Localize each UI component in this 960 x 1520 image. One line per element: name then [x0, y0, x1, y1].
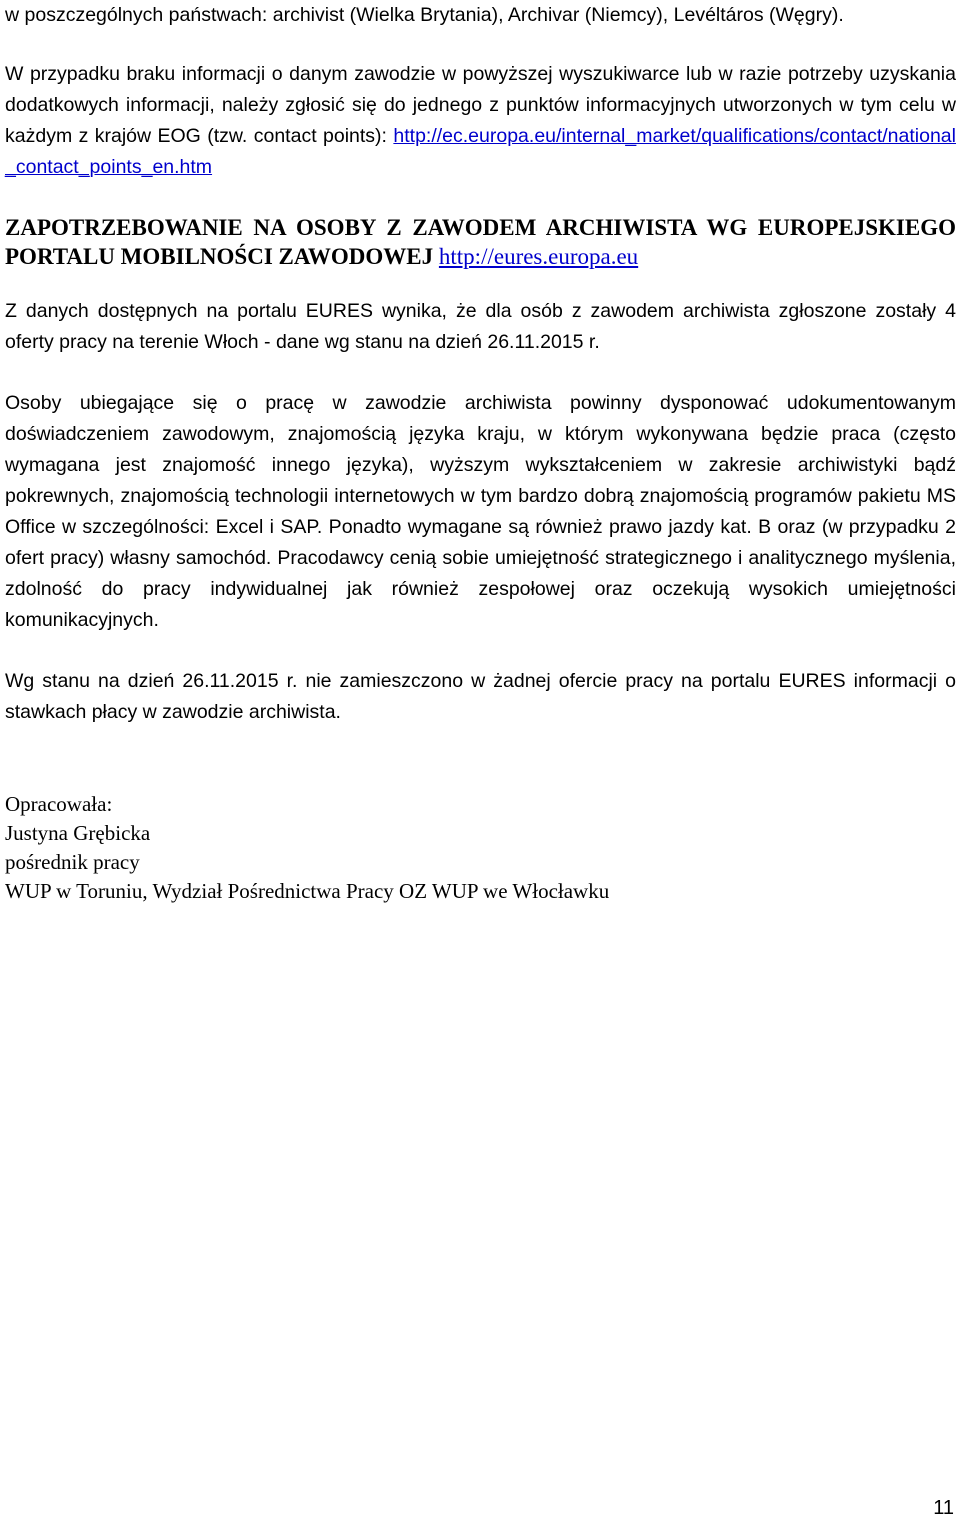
author-organization: WUP w Toruniu, Wydział Pośrednictwa Pracy OZ WUP we Włocławku — [5, 879, 610, 903]
offers-count-text: Z danych dostępnych na portalu EURES wynika, że dla osób z zawodem archiwista zgłoszone zostały 4 oferty pracy na terenie Włoch - dane wg stanu na dzień 26.11.2015 r. — [5, 300, 956, 353]
eures-link[interactable]: http://eures.europa.eu — [438, 244, 639, 269]
intro-text: w poszczególnych państwach: archivist (Wielka Brytania), Archivar (Niemcy), Levéltáros (Węgry). — [5, 4, 844, 26]
page-number: 11 — [933, 1497, 954, 1519]
author-name: Justyna Grębicka — [5, 821, 151, 845]
intro-paragraph — [5, 0, 956, 31]
document-page — [5, 0, 956, 906]
offers-count-paragraph — [5, 296, 956, 358]
section-heading — [5, 213, 956, 271]
author-block — [5, 790, 956, 906]
requirements-text: Osoby ubiegające się o pracę w zawodzie archiwista powinny dysponować udokumentowanym doświadczeniem zawodowym, znajomością języka kraju, w którym wykonywana będzie praca (często wymagana jest znajomość innego języka), wyższym wykształceniem w zakresie archiwistyki bądź pokrewnych, znajomością technologii internetowych w tym bardzo dobrą znajomością programów pakietu MS Office w szczególności: Excel i SAP. Ponadto wymagane są również prawo jazdy kat. B oraz (w przypadku 2 ofert pracy) własny samochód. Pracodawcy cenią sobie umiejętność strategicznego i analitycznego myślenia, zdolność do pracy indywidualnej jak również zespołowej oraz oczekują wysokich umiejętności komunikacyjnych. — [5, 392, 956, 631]
contact-points-paragraph — [5, 59, 956, 183]
contact-points-link[interactable]: http://ec.europa.eu/internal_market/qualifications/contact/national_contact_points_en.htm — [5, 125, 956, 178]
salary-info-text: Wg stanu na dzień 26.11.2015 r. nie zamieszczono w żadnej ofercie pracy na portalu EURES informacji o stawkach płacy w zawodzie archiwista. — [5, 670, 956, 723]
contact-points-text: W przypadku braku informacji o danym zawodzie w powyższej wyszukiwarce lub w razie potrzeby uzyskania dodatkowych informacji, należy zgłosić się do jednego z punktów informacyjnych utworzonych w tym celu w każdym z krajów EOG (tzw. contact points): — [5, 63, 956, 147]
author-label: Opracowała: — [5, 792, 113, 816]
requirements-paragraph — [5, 388, 956, 636]
salary-info-paragraph — [5, 666, 956, 728]
section-heading-text: ZAPOTRZEBOWANIE NA OSOBY Z ZAWODEM ARCHIWISTA WG EUROPEJSKIEGO PORTALU MOBILNOŚCI ZAWODOWEJ — [5, 215, 956, 269]
author-role: pośrednik pracy — [5, 850, 140, 874]
